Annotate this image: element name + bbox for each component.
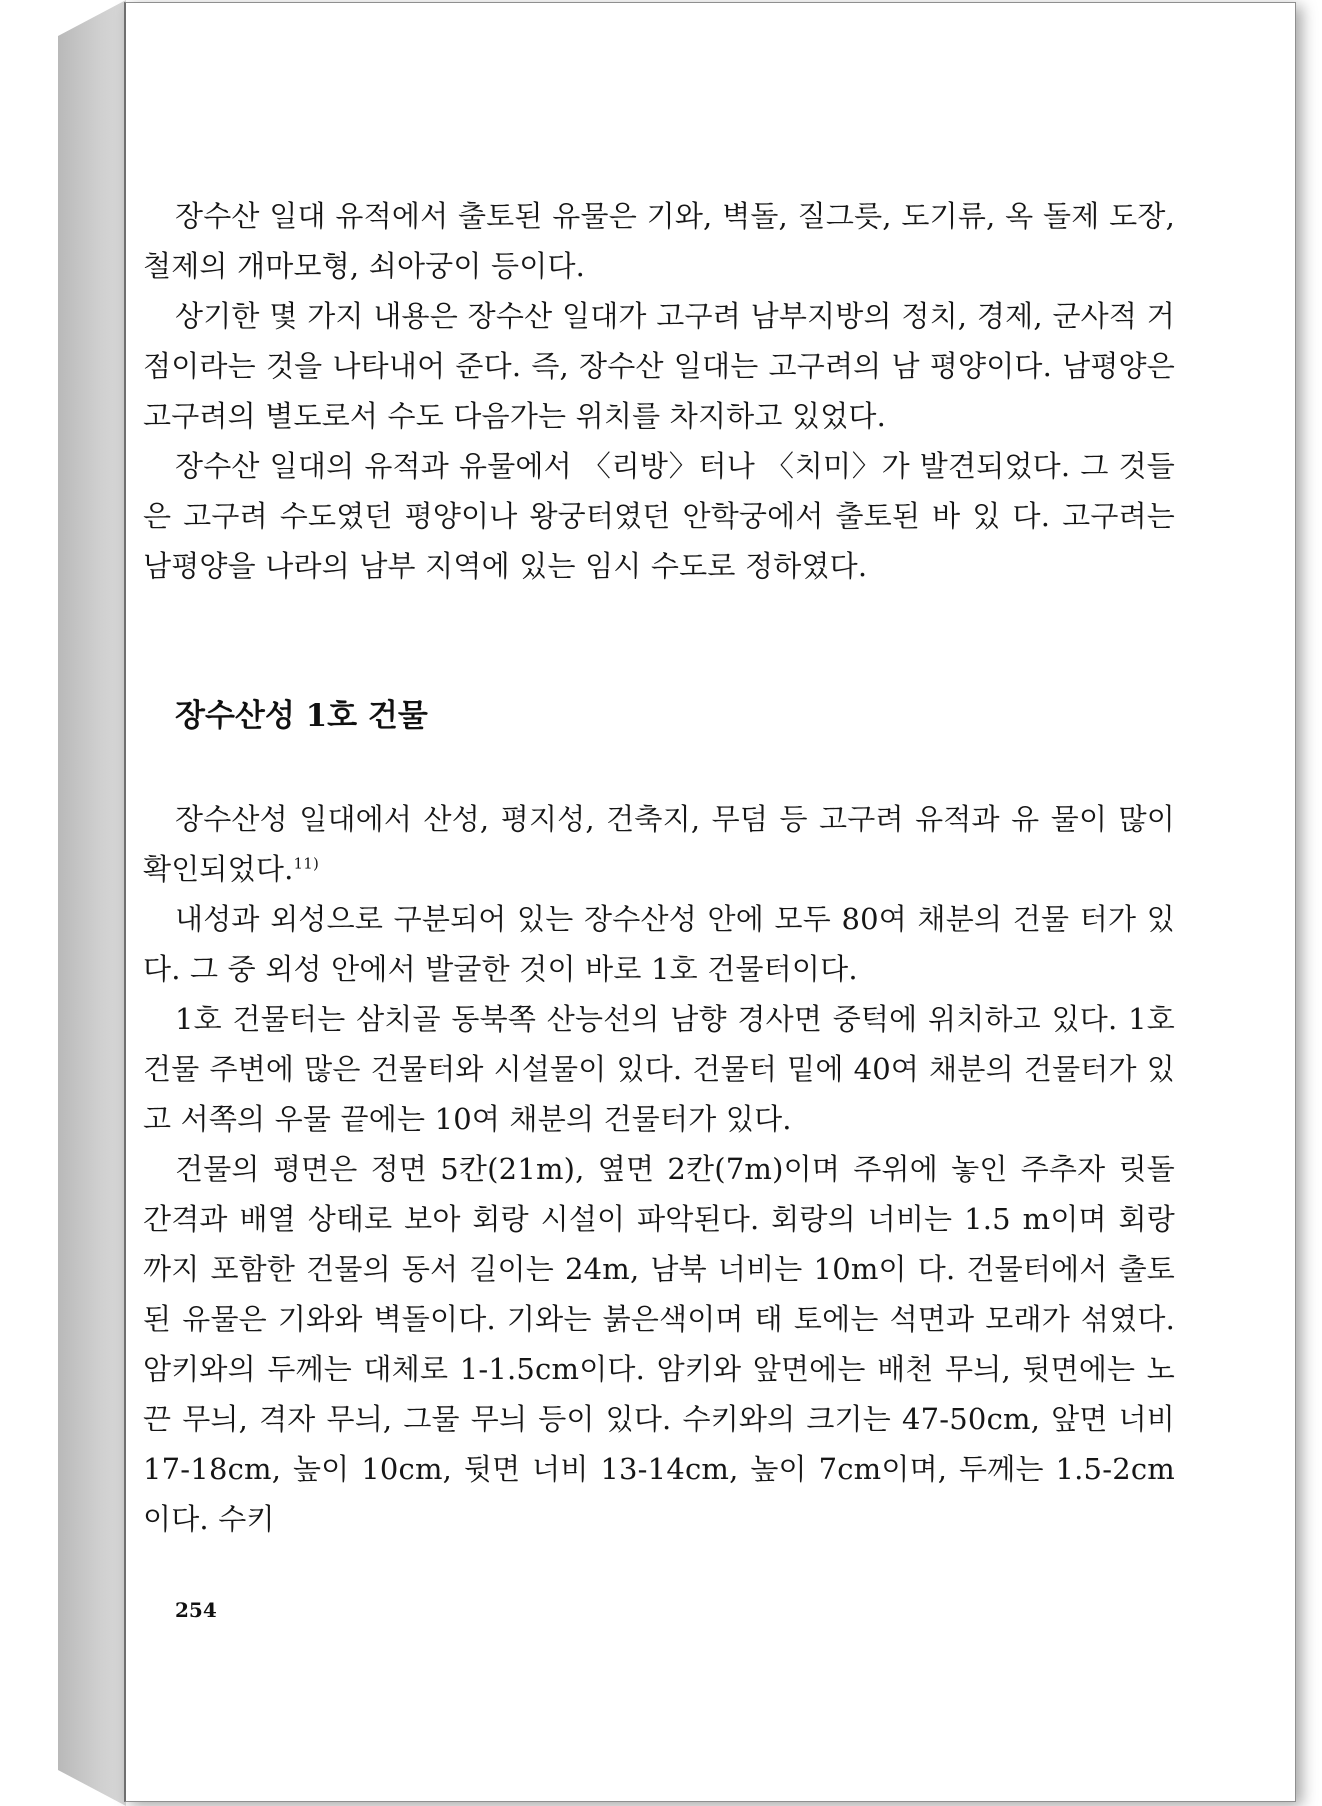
paragraph-2: 상기한 몇 가지 내용은 장수산 일대가 고구려 남부지방의 정치, 경제, 군사적 거점이라는 것을 나타내어 준다. 즉, 장수산 일대는 고구려의 남 평양이다. 남평양은 고구려의 별도로서 수도 다음가는 위치를 차지하고 있었다. bbox=[143, 299, 1175, 433]
paragraph-7: 건물의 평면은 정면 5칸(21m), 옆면 2칸(7m)이며 주위에 놓인 주추자 릿돌 간격과 배열 상태로 보아 회랑 시설이 파악된다. 회랑의 너비는 1.5 m이며 회랑까지 포함한 건물의 동서 길이는 24m, 남북 너비는 10m이 다. 건물터에서 출토된 유물은 기와와 벽돌이다. 기와는 붉은색이며 태 토에는 석면과 모래가 섞였다. 암키와의 두께는 대체로 1-1.5cm이다. 암키와 앞면에는 배천 무늬, 뒷면에는 노끈 무늬, 격자 무늬, 그물 무늬 등이 있다. 수키와의 크기는 47-50cm, 앞면 너비 17-18cm, 높이 10cm, 뒷면 너비 13-14cm, 높이 7cm이며, 두께는 1.5-2cm이다. 수키 bbox=[143, 1152, 1176, 1536]
footnote-marker: 11) bbox=[293, 854, 320, 873]
paragraph-6: 1호 건물터는 삼치골 동북쪽 산능선의 남향 경사면 중턱에 위치하고 있다. 1호 건물 주변에 많은 건물터와 시설물이 있다. 건물터 밑에 40여 채분의 건물터가 있고 서쪽의 우물 끝에는 10여 채분의 건물터가 있다. bbox=[143, 1002, 1175, 1136]
section-1-text bbox=[143, 191, 1175, 591]
paragraph-4: 장수산성 일대에서 산성, 평지성, 건축지, 무덤 등 고구려 유적과 유 물이 많이 확인되었다.$^{11)}$ bbox=[143, 802, 1175, 886]
book-spine bbox=[58, 0, 126, 1806]
page-number: 254 bbox=[175, 1598, 217, 1622]
section-heading: 장수산성 1호 건물 bbox=[175, 698, 428, 734]
paragraph-1: 장수산 일대 유적에서 출토된 유물은 기와, 벽돌, 질그릇, 도기류, 옥 돌제 도장, 철제의 개마모형, 쇠아궁이 등이다. bbox=[143, 199, 1175, 283]
section-2-text bbox=[143, 794, 1175, 1544]
paragraph-5: 내성과 외성으로 구분되어 있는 장수산성 안에 모두 80여 채분의 건물 터가 있다. 그 중 외성 안에서 발굴한 것이 바로 1호 건물터이다. bbox=[143, 902, 1175, 986]
paragraph-3: 장수산 일대의 유적과 유물에서 〈리방〉터나 〈치미〉가 발견되었다. 그 것들은 고구려 수도였던 평양이나 왕궁터였던 안학궁에서 출토된 바 있 다. 고구려는 남평양을 나라의 남부 지역에 있는 임시 수도로 정하였다. bbox=[143, 449, 1176, 583]
